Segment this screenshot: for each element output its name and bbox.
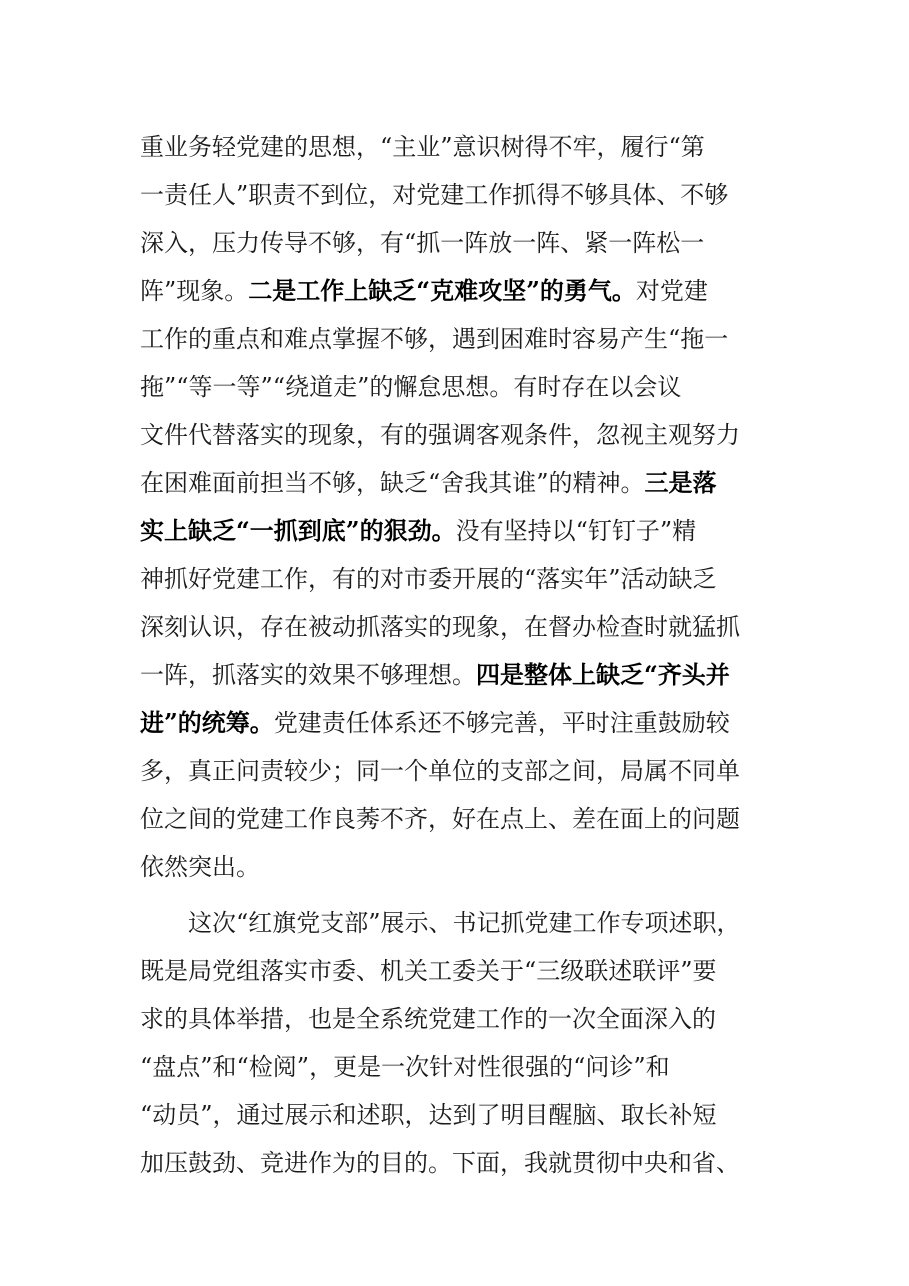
text-segment: 阵”现象。 — [140, 277, 249, 305]
text-line — [140, 651, 780, 699]
text-line — [140, 1139, 780, 1187]
text-line — [140, 123, 780, 171]
text-segment: 重业务轻党建的思想，“主业”意识树得不牢，履行“第 — [140, 133, 705, 161]
text-segment: 对党建 — [635, 277, 708, 305]
text-segment: 依然突出。 — [140, 853, 260, 881]
bold-text-segment: 二是工作上缺乏“克难攻坚”的勇气。 — [248, 276, 636, 305]
text-line — [140, 507, 780, 555]
text-line — [140, 459, 780, 507]
document-body — [140, 123, 780, 1187]
text-segment: 在困难面前担当不够，缺乏“舍我其谁”的精神。 — [140, 469, 645, 497]
text-line — [140, 411, 780, 459]
text-segment: 神抓好党建工作，有的对市委开展的“落实年”活动缺乏 — [140, 565, 717, 593]
text-line — [140, 267, 780, 315]
text-line — [140, 1043, 780, 1091]
text-line — [140, 363, 780, 411]
text-segment: “盘点”和“检阅”，更是一次针对性很强的“问诊”和 — [140, 1053, 670, 1081]
text-line — [140, 843, 780, 891]
text-segment: 一责任人”职责不到位，对党建工作抓得不够具体、不够 — [140, 181, 729, 209]
text-line — [140, 603, 780, 651]
bold-text-segment: 进”的统筹。 — [140, 708, 274, 737]
paragraph — [140, 899, 780, 1187]
text-segment: 加压鼓劲、竞进作为的目的。下面，我就贯彻中央和省、 — [140, 1149, 740, 1177]
text-segment: 多，真正问责较少；同一个单位的支部之间，局属不同单 — [140, 757, 740, 785]
text-line — [140, 747, 780, 795]
text-segment: 拖”“等一等”“绕道走”的懈怠思想。有时存在以会议 — [140, 373, 682, 401]
text-line — [140, 171, 780, 219]
text-segment: 一阵，抓落实的效果不够理想。 — [140, 661, 476, 689]
text-segment: 党建责任体系还不够完善，平时注重鼓励较 — [273, 709, 730, 737]
bold-text-segment: 四是整体上缺乏“齐头并 — [476, 660, 730, 689]
text-line — [140, 899, 780, 947]
bold-text-segment: 实上缺乏“一抓到底”的狠劲。 — [140, 516, 456, 545]
text-line — [140, 995, 780, 1043]
text-line — [140, 795, 780, 843]
text-line — [140, 555, 780, 603]
text-line — [140, 1091, 780, 1139]
text-line — [140, 219, 780, 267]
text-segment: 既是局党组落实市委、机关工委关于“三级联述联评”要 — [140, 957, 717, 985]
text-segment: 这次“红旗党支部”展示、书记抓党建工作专项述职， — [188, 909, 741, 937]
text-segment: 没有坚持以“钉钉子”精 — [455, 517, 697, 545]
text-segment: 求的具体举措，也是全系统党建工作的一次全面深入的 — [140, 1005, 716, 1033]
bold-text-segment: 三是落 — [644, 468, 717, 497]
paragraph — [140, 123, 780, 891]
text-segment: 位之间的党建工作良莠不齐，好在点上、差在面上的问题 — [140, 805, 740, 833]
text-segment: 深入，压力传导不够，有“抓一阵放一阵、紧一阵松一 — [140, 229, 705, 257]
text-segment: “动员”，通过展示和述职，达到了明目醒脑、取长补短 — [140, 1101, 717, 1129]
text-segment: 工作的重点和难点掌握不够，遇到困难时容易产生“拖一 — [140, 325, 729, 353]
text-line — [140, 699, 780, 747]
text-line — [140, 315, 780, 363]
text-segment: 深刻认识，存在被动抓落实的现象，在督办检查时就猛抓 — [140, 613, 740, 641]
text-segment: 文件代替落实的现象，有的强调客观条件，忽视主观努力 — [140, 421, 740, 449]
text-line — [140, 947, 780, 995]
